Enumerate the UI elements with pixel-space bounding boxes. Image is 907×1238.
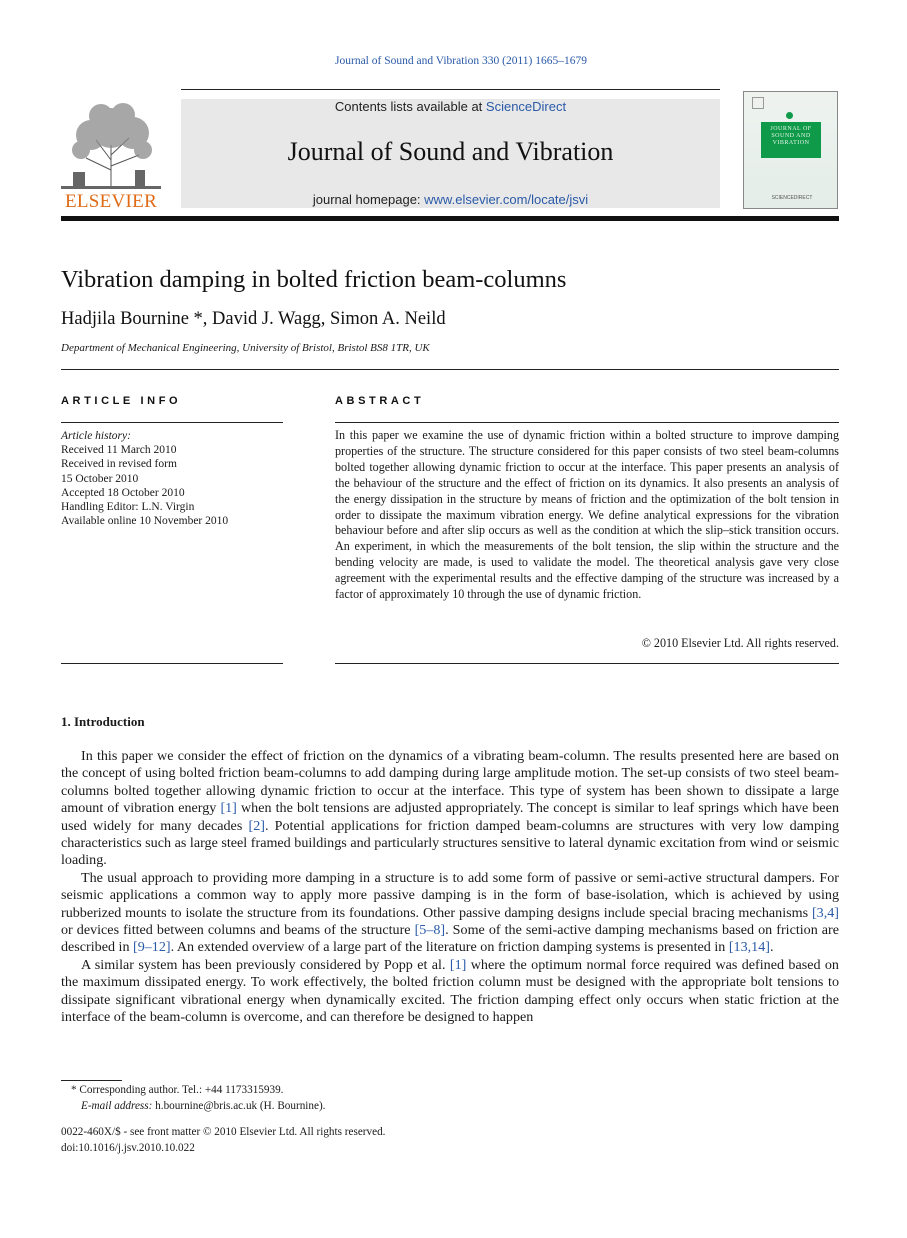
- sciencedirect-link[interactable]: ScienceDirect: [485, 99, 567, 114]
- text-span: . An extended overview of a large part of the literature on friction damping systems is presented in: [170, 939, 729, 956]
- header-thick-rule: [61, 216, 839, 221]
- article-info-rule: [61, 422, 283, 423]
- reference-link[interactable]: [5–8]: [414, 922, 446, 939]
- history-label: Article history:: [61, 430, 131, 442]
- article-history: [61, 429, 283, 528]
- article-info-heading: ARTICLE INFO: [61, 395, 182, 407]
- introduction-body: [61, 748, 839, 1027]
- contents-prefix: Contents lists available at: [334, 99, 486, 114]
- doi-line[interactable]: doi:10.1016/j.jsv.2010.10.022: [61, 1141, 195, 1154]
- abstract-bottom-rule: [335, 663, 839, 664]
- footnotes: [61, 1083, 325, 1114]
- reference-link[interactable]: [1]: [449, 956, 467, 973]
- text-span: The usual approach to providing more damping in a structure is to add some form of passive or semi-active structural dampers. For seismic applications a common way to apply more passive damping is in the form of base-isolation, which is achieved by using rubberized mounts to isolate the structure from its foundations. Other passive damping designs include special bracing mechanisms: [61, 869, 839, 921]
- journal-citation[interactable]: Journal of Sound and Vibration 330 (2011) 1665–1679: [335, 55, 587, 67]
- text-span: In this paper we consider the effect of friction on the dynamics of a vibrating beam-column. The results presented here are based on the concept of using bolted friction beam-columns to add damping during large amplitude motion. The set-up consists of two steel beam-columns bolted together allowing dynamic friction to occur at the interface. This type of system has been shown to dissipate a large amount of vibration energy: [61, 748, 839, 817]
- corresponding-author-note: * Corresponding author. Tel.: +44 1173315939.: [71, 1084, 284, 1096]
- reference-link[interactable]: [1]: [220, 800, 237, 817]
- text-span: .: [769, 939, 774, 956]
- email-label: E-mail address:: [81, 1099, 153, 1112]
- text-span: A similar system has been previously considered by Popp et al.: [81, 956, 450, 973]
- abstract-rule: [335, 422, 839, 423]
- history-item: Accepted 18 October 2010: [61, 486, 185, 499]
- paragraph: [61, 957, 839, 1027]
- title-divider: [61, 369, 839, 370]
- history-item: Received in revised form: [61, 458, 177, 471]
- reference-link[interactable]: [9–12]: [133, 939, 171, 956]
- abstract-copyright: © 2010 Elsevier Ltd. All rights reserved.: [641, 636, 839, 650]
- reference-link[interactable]: [13,14]: [728, 939, 770, 956]
- history-item: Handling Editor: L.N. Virgin: [61, 501, 195, 514]
- homepage-line: [181, 192, 720, 207]
- journal-name: Journal of Sound and Vibration: [287, 137, 614, 166]
- masthead-top-rule: [181, 89, 720, 90]
- text-span: . Potential applications for friction damped beam-columns are structures with very low damping characteristics such as large steel framed buildings and particularly structures sensitive to lateral dynamic excitation from wind or seismic loading.: [61, 817, 840, 869]
- email-address[interactable]: h.bournine@bris.ac.uk (H. Bournine).: [152, 1099, 326, 1112]
- cover-sciencedirect-logo: SCIENCEDIRECT: [771, 195, 813, 201]
- history-item: 15 October 2010: [61, 472, 139, 485]
- footnote-rule: [61, 1080, 122, 1081]
- author-list[interactable]: Hadjila Bournine *, David J. Wagg, Simon A. Neild: [61, 309, 446, 329]
- front-matter: [61, 1125, 385, 1156]
- cover-corner-icon: [752, 97, 764, 109]
- section-heading-introduction: 1. Introduction: [61, 714, 145, 729]
- history-item: Available online 10 November 2010: [61, 515, 229, 528]
- affiliation: Department of Mechanical Engineering, University of Bristol, Bristol BS8 1TR, UK: [61, 342, 430, 354]
- homepage-link[interactable]: www.elsevier.com/locate/jsvi: [424, 192, 589, 207]
- article-title: Vibration damping in bolted friction beam-columns: [61, 266, 567, 293]
- article-info-bottom-rule: [61, 663, 283, 664]
- text-span: . Some of the semi-active damping mechanisms based on friction are described in: [61, 922, 840, 956]
- elsevier-logo-text: ELSEVIER: [64, 191, 158, 212]
- text-span: when the bolt tensions are adjusted appropriately. The concept is similar to leaf springs which have been used widely for many decades: [61, 800, 839, 834]
- text-span: or devices fitted between columns and beams of the structure: [61, 922, 415, 939]
- text-span: where the optimum normal force required was defined based on the maximum dissipated energy. To work effectively, the bolted friction column must be designed with the appropriate bolt tensions to dissipate significant vibrational energy when dynamically excited. The friction damping effect only occurs when static friction at the interface of the beam-column is overcome, and can therefore be designed to happen: [61, 956, 839, 1026]
- history-item: Received 11 March 2010: [61, 444, 177, 457]
- reference-link[interactable]: [3,4]: [811, 904, 839, 921]
- homepage-prefix: journal homepage:: [312, 192, 425, 207]
- cover-title: JOURNAL OF SOUND AND VIBRATION: [770, 126, 812, 146]
- reference-link[interactable]: [2]: [248, 817, 265, 834]
- issn-line: 0022-460X/$ - see front matter © 2010 Elsevier Ltd. All rights reserved.: [61, 1126, 386, 1138]
- abstract-text: In this paper we examine the use of dynamic friction within a bolted structure to improve damping properties of the structure. The structure considered for this paper consists of two steel beam-columns bolted together allowing dynamic friction to occur at the interface. This paper presents an analysis of the behaviour of the structure and the effect of friction on its dynamics. It also presents an analysis of the energy dissipation in the structure by means of friction and the optimization of the bolt tension in order to dissipate the maximum vibration energy. We define analytical expressions for the vibration behaviour before and after slip occurs as well as the condition at which the slip–stick transition occurs. An experiment, in which the measurements of the bolt tension, the slip within the structure and the bending velocity are made, is used to validate the model. The theoretical analysis gave very close agreement with the experimental results and the effective damping of the structure was increased by a factor of approximately 10 through the use of dynamic friction.: [335, 428, 839, 602]
- paragraph: [61, 748, 839, 870]
- abstract-heading: ABSTRACT: [335, 395, 425, 407]
- paragraph: [61, 870, 839, 957]
- cover-dot-icon: [786, 112, 793, 119]
- email-note: [61, 1099, 325, 1115]
- contents-line: [181, 99, 720, 114]
